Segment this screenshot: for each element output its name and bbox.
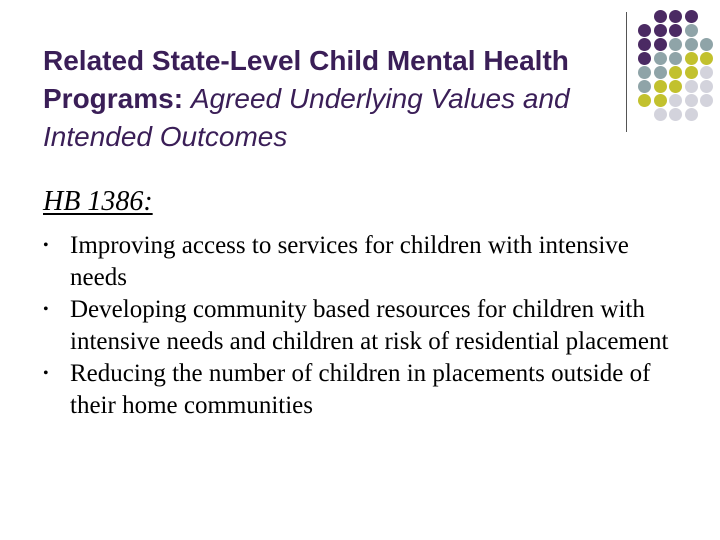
bullet-icon: •	[43, 365, 49, 382]
decorative-dot	[654, 10, 667, 23]
bullet-icon: •	[43, 237, 49, 254]
decorative-dot	[685, 80, 698, 93]
decorative-dot	[685, 38, 698, 51]
decorative-dot	[669, 38, 682, 51]
bullet-icon: •	[43, 301, 49, 318]
decorative-dot	[685, 94, 698, 107]
list-item-text: Developing community based resources for children with intensive needs and children at risk of residential placement	[70, 296, 669, 355]
decorative-dot-grid	[638, 10, 720, 122]
decorative-dot	[685, 52, 698, 65]
decorative-dot	[685, 66, 698, 79]
decorative-dot	[669, 24, 682, 37]
list-item-text: Improving access to services for children with intensive needs	[70, 232, 629, 291]
decorative-dot	[669, 66, 682, 79]
decorative-dot	[654, 52, 667, 65]
decorative-dot	[638, 94, 651, 107]
list-item	[43, 358, 683, 422]
decorative-dot	[638, 52, 651, 65]
title-divider-line	[626, 12, 627, 132]
decorative-dot	[700, 66, 713, 79]
decorative-dot	[700, 52, 713, 65]
decorative-dot	[638, 24, 651, 37]
list-item	[43, 230, 683, 294]
bill-subheading: HB 1386:	[43, 186, 153, 217]
list-item-text: Reducing the number of children in placements outside of their home communities	[70, 360, 651, 419]
decorative-dot	[638, 66, 651, 79]
list-item	[43, 294, 683, 358]
decorative-dot	[669, 94, 682, 107]
decorative-dot	[669, 108, 682, 121]
decorative-dot	[654, 94, 667, 107]
decorative-dot	[700, 80, 713, 93]
decorative-dot	[654, 38, 667, 51]
slide-title-bold: Related State-Level Child Mental Health Programs:	[43, 45, 569, 114]
decorative-dot	[638, 80, 651, 93]
decorative-dot	[654, 108, 667, 121]
decorative-dot	[654, 24, 667, 37]
decorative-dot	[685, 10, 698, 23]
decorative-dot	[685, 24, 698, 37]
slide-title	[43, 42, 623, 156]
decorative-dot	[638, 38, 651, 51]
decorative-dot	[669, 52, 682, 65]
decorative-dot	[700, 94, 713, 107]
outcomes-list	[43, 230, 683, 422]
decorative-dot	[654, 66, 667, 79]
decorative-dot	[700, 38, 713, 51]
slide-title-italic: Agreed Underlying Values and Intended Outcomes	[43, 83, 570, 152]
decorative-dot	[669, 10, 682, 23]
decorative-dot	[654, 80, 667, 93]
decorative-dot	[685, 108, 698, 121]
decorative-dot	[669, 80, 682, 93]
